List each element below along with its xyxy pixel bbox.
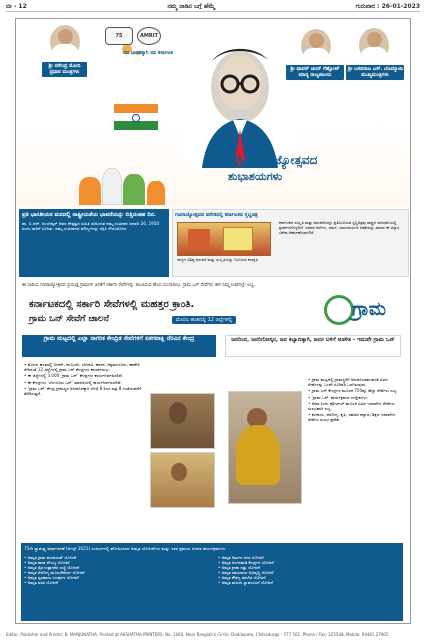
- grama-one-logo: [324, 295, 396, 329]
- tableau-title: ಗಣರಾಜ್ಯೋತ್ಸವದ ಪರೇಡಿನಲ್ಲಿ ಕರ್ನಾಟಕದ ಸ್ತಬ್ಧಚಿತ್ರ: [175, 212, 258, 218]
- right-section-title: ಜನರಿಂದ, ಜನರಿಗೋಸ್ಕರ, ಜನ ಕಲ್ಯಾಣಕ್ಕಾಗಿ, ಜನರ ಬಳಿಗೆ ಆಡಳಿತ - ಇದುವೇ ಗ್ರಾಮ ಒನ್: [225, 335, 401, 357]
- grama-headline-1: ಕರ್ನಾಟಕದಲ್ಲಿ ಸರ್ಕಾರಿ ಸೇವೆಗಳಲ್ಲಿ ಮಹತ್ತರ ಕ್ರಾಂತಿ.: [29, 299, 195, 310]
- ad-frame: [15, 18, 411, 624]
- amrit-scheme-header: 75ನೇ ಸ್ವಾತಂತ್ರ್ಯ ವರ್ಷಾಚರಣೆ (ಅಗಸ್ಟ್ 2021) ಸಂದರ್ಭದಲ್ಲಿ ಘೋಷಿಸಲಾದ ಅಮೃತ ಯೋಜನೆಗಳು ಮತ್ತು ಇತರ ಪ್ರಮುಖ ಜನಪರ ಕಾರ್ಯಕ್ರಮಗಳು.: [24, 546, 227, 551]
- masthead-right: ಗುರುವಾರ : 26-01-2023: [355, 2, 420, 10]
- amrit-item-7: • ಅಮೃತ ಆರೋಗ್ಯ ಮೂಲಸೌಕರ್ಯ ಯೋಜನೆ: [24, 570, 85, 576]
- left-point-2: • ಈ ಜಿಲ್ಲೆಗಳಲ್ಲಿ 3,000 ‘ಗ್ರಾಮ ಒನ್’ ಕೇಂದ್ರಗಳು ಕಾರ್ಯನಿರ್ವಹಿಸಲಿವೆ.: [24, 373, 124, 379]
- amrit-item-4: • ಅಮೃತ ಅಂಗನವಾಡಿ ಕೇಂದ್ರಗಳ ಯೋಜನೆ: [218, 560, 274, 566]
- amrit-item-3: • ಅಮೃತ ಶಾಲಾ ಸೌಲಭ್ಯ ಯೋಜನೆ: [24, 560, 70, 566]
- grama-headline-2: ಗ್ರಾಮ ಒನ್ ಸೇವೆಗೆ ಚಾಲನೆ: [29, 314, 109, 324]
- right-leader-caption-1: [286, 65, 344, 80]
- amrit-item-9: • ಅಮೃತ ಸ್ವಸಹಾಯ ಗುಂಪುಗಳ ಯೋಜನೆ: [24, 575, 79, 581]
- left-point-list: [24, 362, 144, 397]
- tableau-caption: ರಾಜ್ಯದ ವಿಶಿಷ್ಟ ಪರಂಪರೆ ಮತ್ತು ಸಂಸ್ಕೃತಿಯನ್ನು ಬಿಂಬಿಸುವ ಕಲಾಕೃತಿ: [177, 257, 258, 262]
- amrit-item-10: • ಅಮೃತ ಕೌಶಲ್ಯ ತರಬೇತಿ ಯೋಜನೆ: [218, 575, 266, 581]
- amrit-scheme-list: [24, 555, 400, 585]
- hero-headline-1: 73ನೇ ಗಣರಾಜ್ಯೋತ್ಸವದ: [216, 153, 318, 167]
- amrit-item-8: • ಅಮೃತ ಸಮುದಾಯ ಅಭಿವೃದ್ಧಿ ಯೋಜನೆ: [218, 570, 274, 576]
- ambedkar-portrait: [184, 39, 296, 169]
- republic-day-row: [16, 207, 410, 279]
- right-leader-name-2: ಶ್ರೀ ಬಸವರಾಜ ಎಸ್. ಬೊಮ್ಮಾಯಿ: [348, 66, 404, 72]
- amrit-item-5: • ಅಮೃತ ರೈತ ಉತ್ಪಾದಕರ ಸಂಸ್ಥೆ ಯೋಜನೆ: [24, 565, 80, 571]
- amrit-mahotsav-logo: AMRIT: [137, 27, 161, 45]
- left-point-3: • ಈ ಕೇಂದ್ರಗಳು ‘ಬೆಂಗಳೂರು ಒನ್’ ಮಾದರಿಯಲ್ಲಿ ಕಾರ್ಯನಿರ್ವಹಿಸಲಿವೆ.: [24, 379, 122, 385]
- constitution-title: ಪ್ರತಿ ಭಾರತೀಯನ ಮನದಲ್ಲಿ ರಾಷ್ಟ್ರೀಯತೆಯ ಭಾವನೆಯನ್ನು ಬಿತ್ತಿದಂತಹ ದಿನ.: [22, 212, 156, 218]
- constitution-box: [19, 209, 169, 277]
- right-point-list: [308, 377, 400, 424]
- left-point-4: • ‘ಗ್ರಾಮ ಒನ್’ ಕೇಂದ್ರ ಗ್ರಾಮಸ್ಥರ ಅನುಕೂಲಕ್ಕಾಗಿ ಬೆಳಗ್ಗೆ 8 ರಿಂದ ರಾತ್ರಿ 8 ಗಂಟೆಯವರೆಗೆ ತೆರೆದಿರುತ್ತದೆ.: [24, 385, 142, 396]
- new-karnataka-banner: ನವ ಭಾರತಕ್ಕಾಗಿ ನವ ಕರ್ನಾಟಕ: [123, 50, 173, 56]
- woman-with-cow-photo: [228, 391, 302, 504]
- left-leader-caption: [42, 62, 87, 77]
- grama-main-section: [22, 335, 404, 545]
- right-point-2: • ಗ್ರಾಮ ಒನ್ ಕೇಂದ್ರಗಳ ಮೂಲಕ 750ಕ್ಕೂ ಹೆಚ್ಚು ಸೇವೆಗಳು ಲಭ್ಯ.: [308, 388, 398, 394]
- left-leader-title: ಪ್ರಧಾನ ಮಂತ್ರಿಗಳು: [49, 69, 80, 76]
- amrit-item-6: • ಅಮೃತ ಕ್ರೀಡಾ ದತ್ತು ಯೋಜನೆ: [218, 565, 260, 571]
- amrit-item-2: • ಅಮೃತ ನಿರ್ಮಲ ನಗರ ಯೋಜನೆ: [218, 555, 264, 561]
- tableau-box: [172, 209, 409, 277]
- masthead-left: ಬೀ - 12: [6, 2, 27, 10]
- masthead: [6, 2, 420, 12]
- governor-portrait: [301, 29, 331, 63]
- intro-text: ಈ ಬಾರಿಯ ಗಣರಾಜ್ಯೋತ್ಸವದ ಪ್ರಯುಕ್ತ ಗ್ರಾಮಗಳ ಜನತೆಗೆ ಸರ್ಕಾರಿ ಸೇವೆಗಳನ್ನು ತಲುಪಿಸುವ ಹೊಸ ಯುಗಾರಂಭ. ಗ್ರಾಮ ಒನ್ ಸೇವೆಗಳು ಈಗ ನಿಮ್ಮ ಊರಿನಲ್ಲೇ ಲಭ್ಯ.: [22, 283, 255, 288]
- left-section-title: ಗ್ರಾಮ ಮಟ್ಟದಲ್ಲಿ ಎಲ್ಲಾ ನಾಗರಿಕ ಕೇಂದ್ರಿತ ಸೇವೆಗಳಿಗೆ ಏಕಗವಾಕ್ಷಿ ನೆರವಿನ ಕೇಂದ್ರ: [22, 335, 216, 357]
- ambedkar-illustration: [184, 39, 296, 169]
- masthead-center: ನಮ್ಮ ನಾಡಿನ ಬಗ್ಗೆ ಹೆಮ್ಮೆ: [167, 2, 216, 10]
- tableau-image: [177, 222, 271, 256]
- farmer-photo: [150, 393, 215, 449]
- right-leader-caption-2: [346, 65, 404, 80]
- logo-ring-icon: [324, 295, 354, 325]
- hero-section: [16, 19, 410, 207]
- logo-text: ಗ್ರಾಮ: [352, 299, 387, 320]
- amrit-item-1: • ಅಮೃತ ಗ್ರಾಮ ಪಂಚಾಯತ್ ಯೋಜನೆ: [24, 555, 77, 561]
- tableau-body: ಕರ್ನಾಟಕದ ಸಂಸ್ಕೃತಿ ಮತ್ತು ಪರಂಪರೆಯನ್ನು ಪ್ರತಿಬಿಂಬಿಸುವ ಸ್ತಬ್ಧಚಿತ್ರವು ರಾಷ್ಟ್ರದ ರಾಜಧಾನಿಯಲ್ಲಿ ಪ್ರದರ್ಶನಗೊಳ್ಳಲಿದೆ. ಜನಪದ ಕಲೆಗಳು, ಧರ್ಮ, ಸಮುದಾಯಗಳ ಏಕತೆಯನ್ನು ಸಾರುವ ಈ ವಿನ್ಯಾಸ ವಿಶೇಷ ಆಕರ್ಷಣೆಯಾಗಲಿದೆ.: [279, 220, 400, 235]
- right-leader-title-2: ಮುಖ್ಯಮಂತ್ರಿಗಳು: [361, 72, 389, 79]
- left-point-1: • ಮೊದಲ ಹಂತದಲ್ಲಿ ಬೀದರ್, ಕಲಬುರಗಿ, ಬೆಳಗಾವಿ, ಹಾಸನ, ಚಿಕ್ಕಮಗಳೂರು, ಹಾವೇರಿ ಸೇರಿದಂತೆ 12 ಜಿಲ್ಲೆಗಳಲ್ಲಿ ಗ್ರಾಮ ಒನ್ ಕೇಂದ್ರಗಳು ಕಾರ್ಯಾರಂಭ.: [24, 362, 140, 373]
- azadi-logo: 75: [105, 27, 133, 45]
- right-point-4: • ಸೇವಾ ಸಿಂಧು ಪೋರ್ಟಲ್ ಮೂಲಕ ವಿವಿಧ ಇಲಾಖೆಗಳ ಸೇವೆಗಳು ಸುಲಭವಾಗಿ ಲಭ್ಯ.: [308, 400, 395, 411]
- right-leader-name-1: ಶ್ರೀ ಥಾವರ್ ಚಂದ್ ಗೆಹ್ಲೋಟ್: [290, 66, 340, 72]
- left-leader-name: ಶ್ರೀ ನರೇಂದ್ರ ಮೋದಿ: [48, 63, 81, 69]
- constitution-body: ಡಾ. ಬಿ.ಆರ್. ಅಂಬೇಡ್ಕರ್ ಅವರ ನೇತೃತ್ವದ ಸಮಿತಿ ರಚಿಸಿದಂತ ನಮ್ಮ ಸಂವಿಧಾನ ಜನವರಿ 26, 1950 ರಂದು ಜಾರಿಗೆ ಬಂದಿತು. ನಮ್ಮ ಸಂವಿಧಾನದ ಮೌಲ್ಯಗಳನ್ನು ರಕ್ಷಿಸಿ ಗೌರವಿಸೋಣ.: [22, 220, 160, 232]
- right-point-5: • ಕಂದಾಯ, ಆರೋಗ್ಯ, ಕೃಷಿ, ಸಮಾಜ ಕಲ್ಯಾಣ, ಶಿಕ್ಷಣ ಇಲಾಖೆಗಳ ಸೇವೆಗಳ ಸುಲಭ ಪ್ರವೇಶ.: [308, 412, 396, 423]
- modi-portrait: [50, 25, 80, 59]
- right-point-3: • ‘ಗ್ರಾಮ ಒನ್’ ಕಾರ್ಯಕ್ರಮದ ಉದ್ದೇಶಗಳು:: [308, 394, 369, 400]
- right-leader-title-1: ಮಾನ್ಯ ರಾಜ್ಯಪಾಲರು: [298, 72, 332, 79]
- cm-portrait: [359, 28, 389, 62]
- hero-headline-2: ಶುಭಾಶಯಗಳು: [228, 170, 283, 183]
- amrit-item-12: • ಅಮೃತ ಮಹಿಳಾ ಸ್ವಾವಲಂಬನೆ ಯೋಜನೆ: [218, 580, 273, 586]
- amrit-scheme-box: [21, 543, 403, 621]
- children-group: [71, 159, 186, 205]
- amrit-item-11: • ಅಮೃತ ವಸತಿ ಯೋಜನೆ: [24, 580, 59, 586]
- woman-vegetables-photo: [150, 452, 215, 508]
- footer-credit: Editor, Publisher and Printer: B. MANJUNATHA, Printed at AKSHATHA PRINTERS, No. 1060, Near Rangiah's Circle, Doddapete, Chitradurga - 577 501. Phone / Fax: 225548, Mobile: 94481 27905: [6, 632, 389, 637]
- phase-pill: ಮೊದಲ ಹಂತದಲ್ಲಿ 12 ಜಿಲ್ಲೆಗಳಲ್ಲಿ: [172, 316, 236, 324]
- india-flag: [114, 104, 158, 130]
- right-point-1: • ಗ್ರಾಮ ಮಟ್ಟದಲ್ಲಿ ಗ್ರಾಮಸ್ಥರಿಗೆ ಅನುಕೂಲವಾಗುವಂತೆ ವಿವಿಧ ಸೇವೆಗಳನ್ನು ಒಂದೇ ಸೂರಿನಡಿ ಒದಗಿಸುವುದು.: [308, 377, 388, 388]
